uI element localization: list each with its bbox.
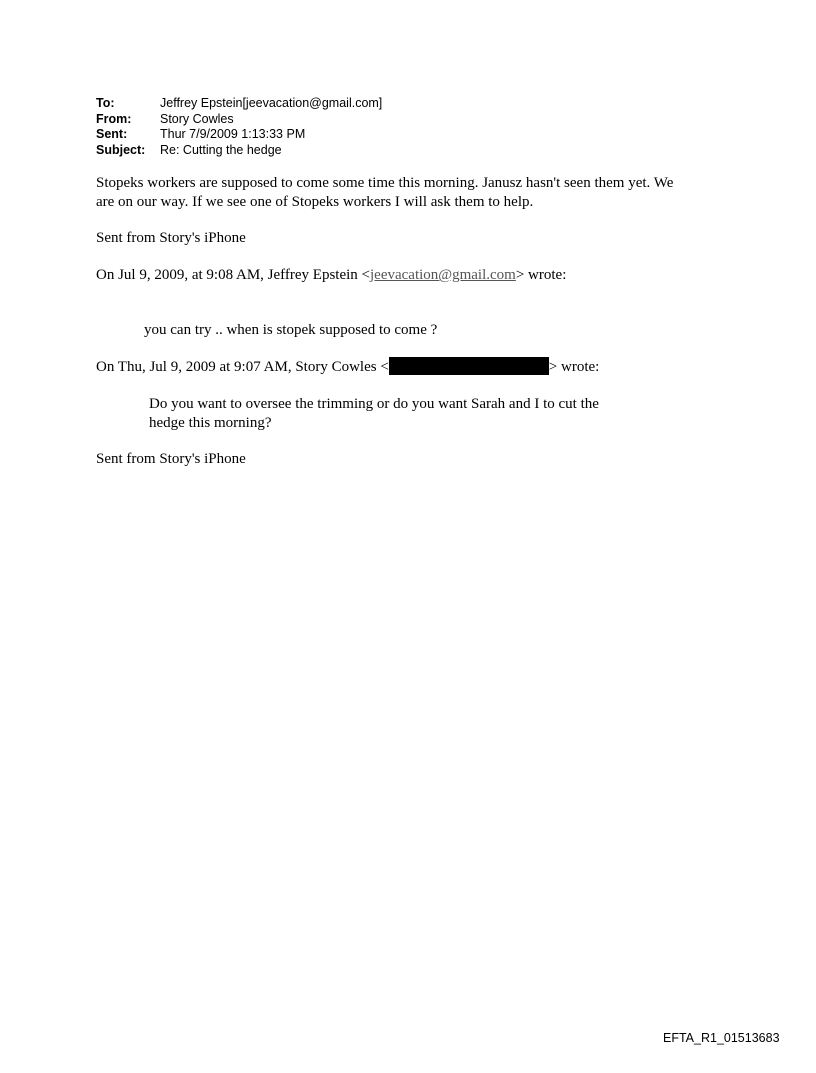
- email-link[interactable]: jeevacation@gmail.com: [370, 267, 516, 283]
- to-row: [96, 96, 382, 112]
- quote-attribution-1: [96, 266, 566, 285]
- message-paragraph: [96, 174, 673, 212]
- bates-number: EFTA_R1_01513683: [663, 1031, 780, 1045]
- message-line-1: Stopeks workers are supposed to come some time this morning. Janusz hasn't seen them yet. We: [96, 175, 674, 191]
- from-label: From:: [96, 111, 132, 126]
- message-line-2: are on our way. If we see one of Stopeks workers I will ask them to help.: [96, 194, 534, 210]
- quote-attribution-1-suffix: > wrote:: [515, 267, 567, 283]
- subject-label: Subject:: [96, 142, 146, 157]
- quote-attribution-1-prefix: On Jul 9, 2009, at 9:08 AM, Jeffrey Epstein <: [96, 267, 370, 283]
- signature-1: Sent from Story's iPhone: [96, 230, 246, 246]
- sent-row: [96, 127, 382, 143]
- sent-label: Sent:: [96, 127, 128, 141]
- from-value: Story Cowles: [160, 111, 234, 126]
- sent-value: Thur 7/9/2009 1:13:33 PM: [160, 127, 306, 141]
- quote-attribution-2-prefix: On Thu, Jul 9, 2009 at 9:07 AM, Story Cowles <: [96, 359, 389, 375]
- redaction-box: [389, 357, 549, 375]
- reply-text: you can try .. when is stopek supposed to come ?: [144, 322, 438, 338]
- from-row: [96, 112, 382, 128]
- quote-attribution-2-suffix: > wrote:: [548, 359, 600, 375]
- email-header: [96, 96, 382, 158]
- quoted-line-1: Do you want to oversee the trimming or do you want Sarah and I to cut the: [149, 396, 599, 412]
- signature-2: Sent from Story's iPhone: [96, 451, 246, 467]
- subject-value: Re: Cutting the hedge: [160, 142, 282, 157]
- subject-row: [96, 143, 382, 159]
- quoted-message: [149, 395, 599, 433]
- to-value: Jeffrey Epstein[jeevacation@gmail.com]: [160, 96, 383, 110]
- quote-attribution-2: [96, 357, 599, 377]
- to-label: To:: [96, 96, 115, 110]
- quoted-line-2: hedge this morning?: [149, 415, 272, 431]
